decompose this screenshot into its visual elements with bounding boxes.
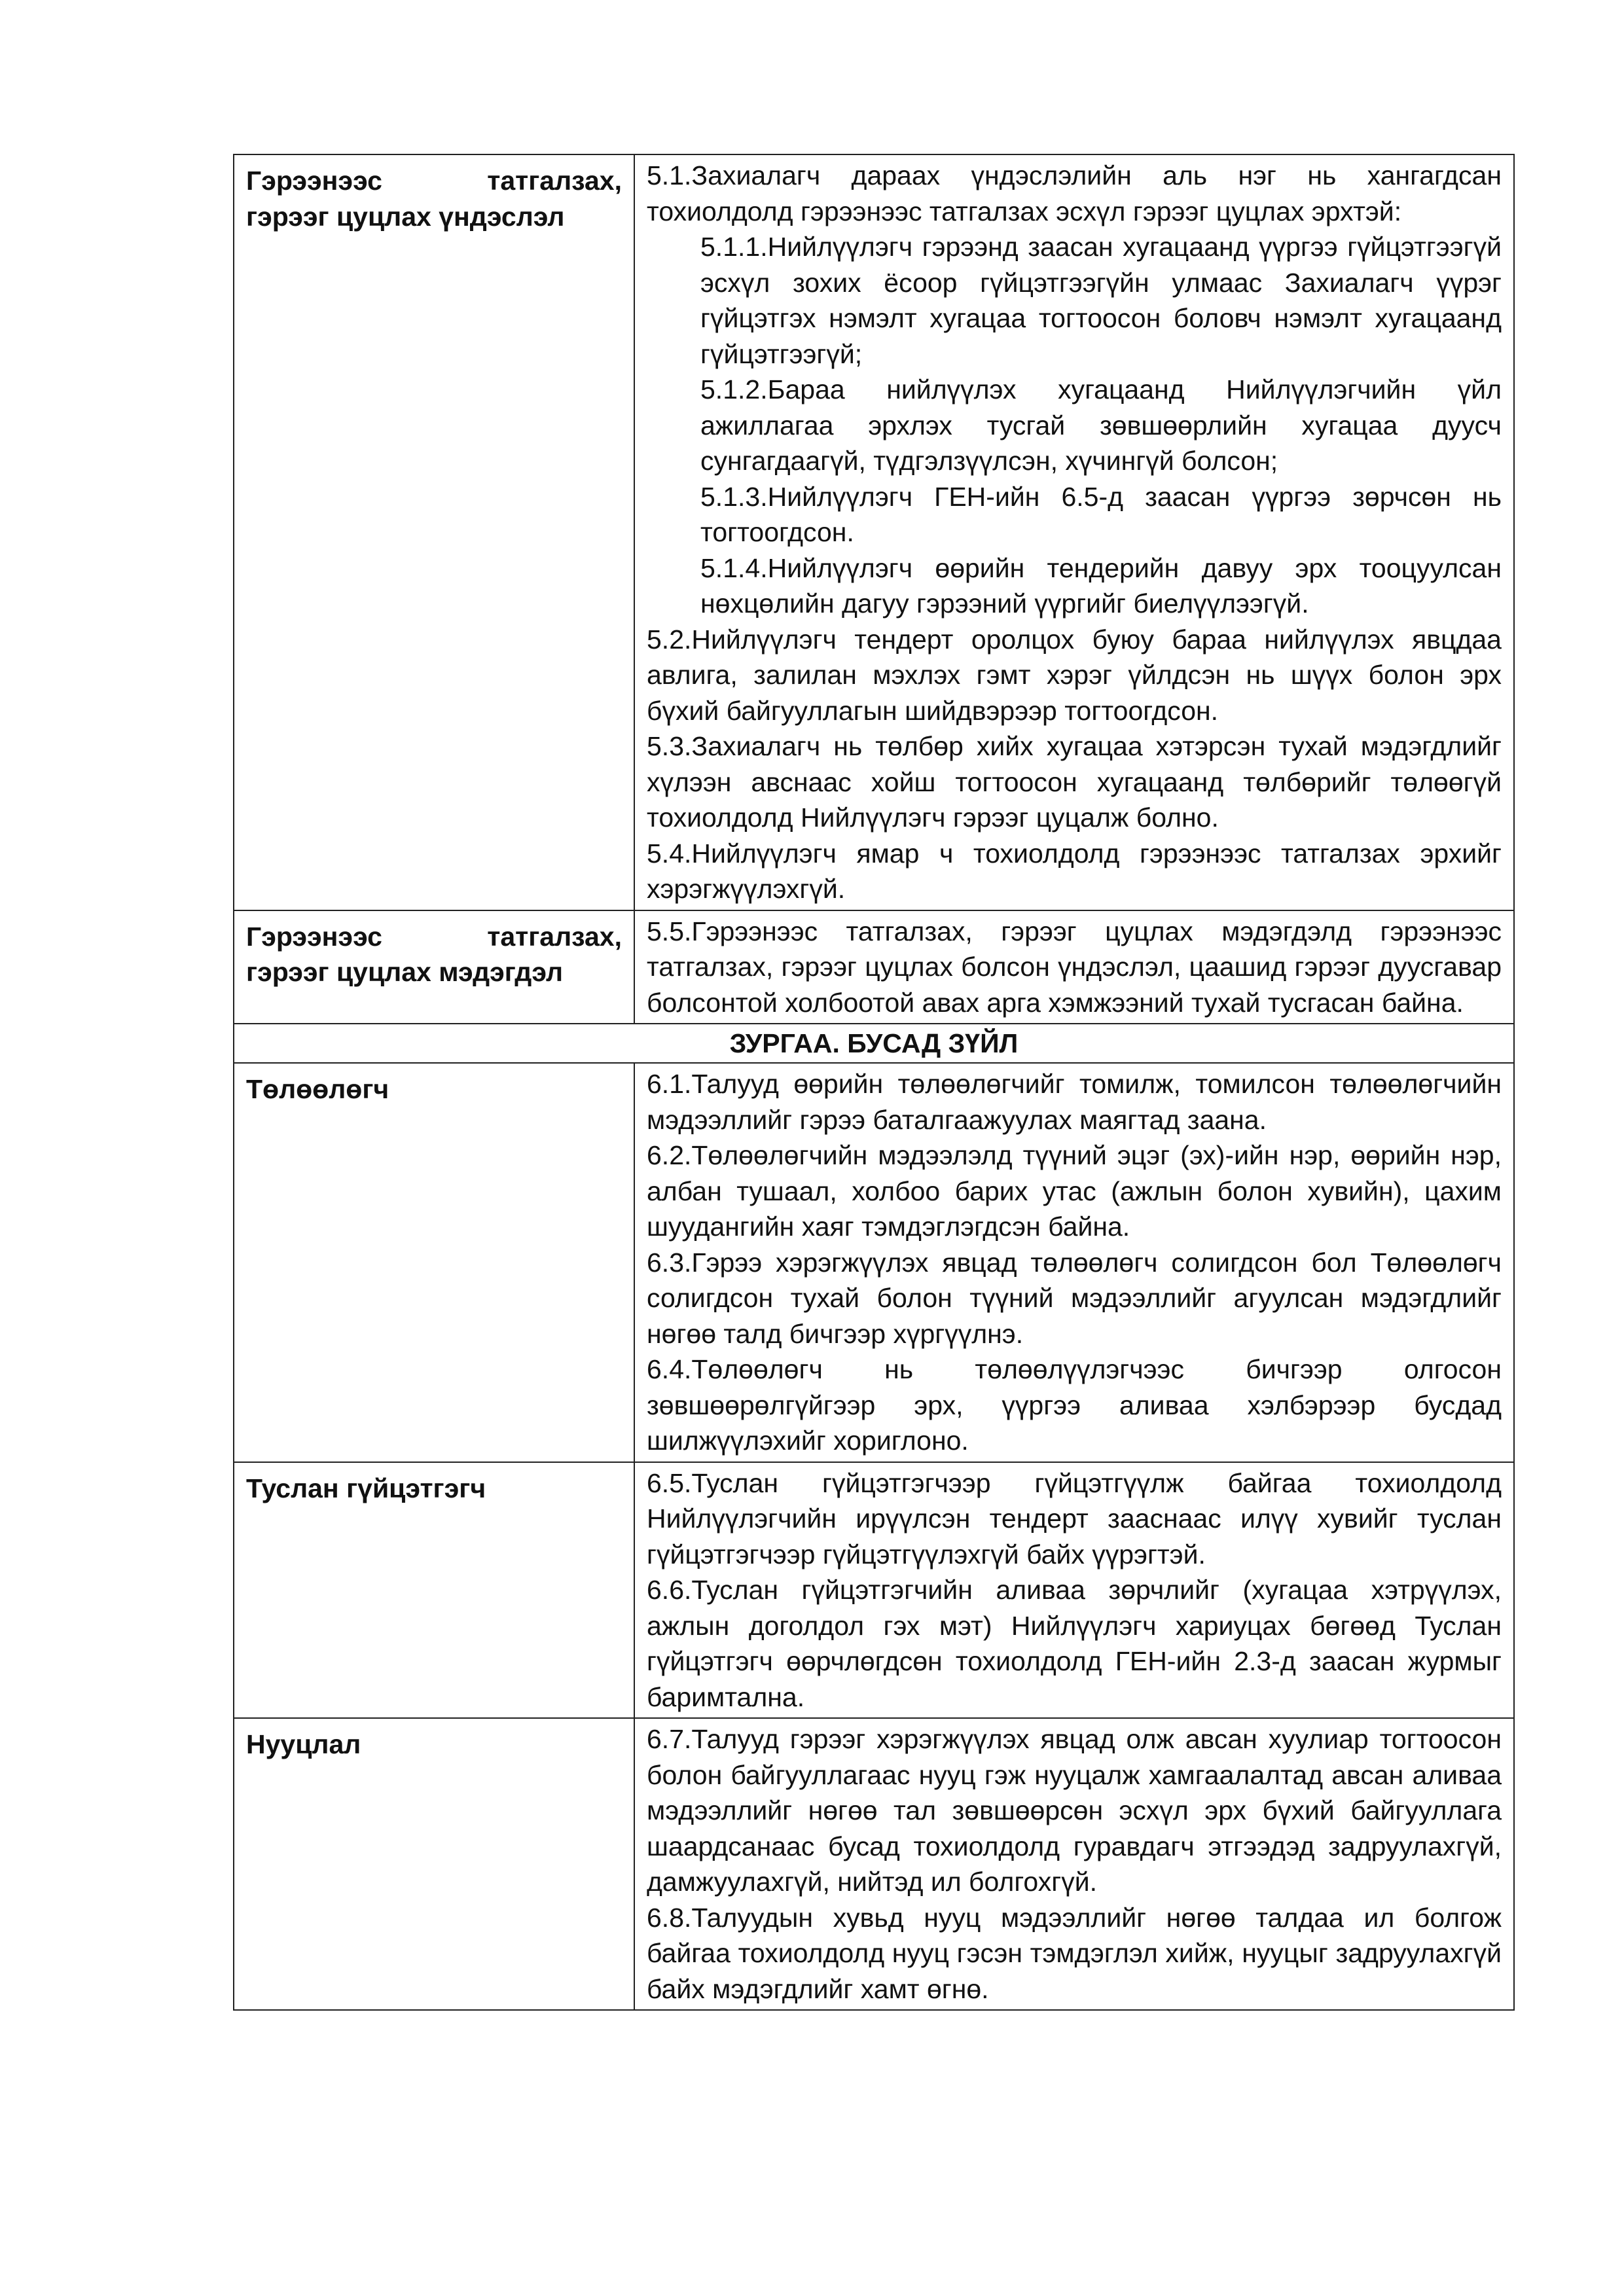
clause-6-6: 6.6.Туслан гүйцэтгэгчийн аливаа зөрчлийг (хугацаа хэтрүүлэх, ажлын доголдол гэх мэт) Нийлүүлэгч хариуцах бөгөөд Туслан гүйцэтгэгч өөрчлөгдсөн тохиолдолд ГЕН-ийн 2.3-д заасан журмыг баримтална. — [647, 1575, 1502, 1712]
row-content-confidentiality — [634, 1718, 1514, 2010]
row-label-termination-notice — [234, 910, 634, 1024]
clause-6-5: 6.5.Туслан гүйцэтгэгчээр гүйцэтгүүлж байгаа тохиолдолд Нийлүүлэгчийн ирүүлсэн тендерт зааснаас илүү хувийг туслан гүйцэтгэгчээр гүйцэтгүүлэхгүй байх үүрэгтэй. — [647, 1467, 1502, 1570]
label-line: гэрээг цуцлах мэдэгдэл — [246, 957, 563, 987]
clause-5-4: 5.4.Нийлүүлэгч ямар ч тохиолдолд гэрээнээс татгалзах эрхийг хэрэгжүүлэхгүй. — [647, 838, 1502, 904]
label-line: Нууцлал — [246, 1729, 361, 1759]
clause-5-2: 5.2.Нийлүүлэгч тендерт оролцох буюу бараа нийлүүлэх явцдаа авлига, залилан мэхлэх гэмт хэрэг үйлдсэн нь шүүх болон эрх бүхий байгууллагын шийдвэрээр тогтоогдсон. — [647, 624, 1502, 726]
table-row — [234, 910, 1514, 1024]
clause-6-3: 6.3.Гэрээ хэрэгжүүлэх явцад төлөөлөгч солигдсон бол Төлөөлөгч солигдсон тухай болон түүний мэдээллийг агуулсан мэдэгдлийг нөгөө талд бичгээр хүргүүлнэ. — [647, 1247, 1502, 1349]
table-row — [234, 1063, 1514, 1462]
row-label-confidentiality — [234, 1718, 634, 2010]
label-line: Гэрээнээс татгалзах, — [246, 166, 622, 196]
clause-6-1: 6.1.Талууд өөрийн төлөөлөгчийг томилж, томилсон төлөөлөгчийн мэдээллийг гэрээ баталгаажуулах маягтад заана. — [647, 1069, 1502, 1135]
row-label-subcontractor — [234, 1462, 634, 1719]
section-heading-row — [234, 1024, 1514, 1063]
section-heading: ЗУРГАА. БУСАД ЗҮЙЛ — [234, 1024, 1514, 1063]
clause-5-3: 5.3.Захиалагч нь төлбөр хийх хугацаа хэтэрсэн тухай мэдэгдлийг хүлээн авснаас хойш тогтоосон хугацаанд төлбөрийг төлөөгүй тохиолдолд Нийлүүлэгч гэрээг цуцалж болно. — [647, 731, 1502, 833]
clause-6-7: 6.7.Талууд гэрээг хэрэгжүүлэх явцад олж авсан хуулиар тогтоосон болон байгууллагаас нууц гэж нууцалж хамгаалалтад авсан аливаа мэдээллийг нөгөө тал зөвшөөрсөн эсхүл эрх бүхий байгууллага шаардсанаас бусад тохиолдолд гуравдагч этгээдэд задруулахгүй, дамжуулахгүй, нийтэд ил болгохгүй. — [647, 1724, 1502, 1897]
table-row — [234, 154, 1514, 910]
contract-terms-table — [233, 154, 1515, 2011]
clause-5-1: 5.1.Захиалагч дараах үндэслэлийн аль нэг нь хангагдсан тохиолдолд гэрээнээс татгалзах эсхүл гэрээг цуцлах эрхтэй: — [647, 160, 1502, 226]
row-content-representative — [634, 1063, 1514, 1462]
clause-5-1-1: 5.1.1.Нийлүүлэгч гэрээнд заасан хугацаанд үүргээ гүйцэтгээгүй эсхүл зохих ёсоор гүйцэтгээгүйн улмаас Захиалагч үүрэг гүйцэтгэх нэмэлт хугацаа тогтоосон боловч нэмэлт хугацаанд гүйцэтгээгүй; — [700, 232, 1502, 369]
table-row — [234, 1718, 1514, 2010]
row-label-termination-grounds — [234, 154, 634, 910]
label-line: Туслан гүйцэтгэгч — [246, 1473, 486, 1503]
clause-5-1-4: 5.1.4.Нийлүүлэгч өөрийн тендерийн давуу эрх тооцуулсан нөхцөлийн дагуу гэрээний үүргийг биелүүлээгүй. — [700, 552, 1502, 619]
clause-5-1-2: 5.1.2.Бараа нийлүүлэх хугацаанд Нийлүүлэгчийн үйл ажиллагаа эрхлэх тусгай зөвшөөрлийн хугацаа дуусч сунгагдаагүй, түдгэлзүүлсэн, хүчингүй болсон; — [700, 374, 1502, 476]
clause-5-5: 5.5.Гэрээнээс татгалзах, гэрээг цуцлах мэдэгдэлд гэрээнээс татгалзах, гэрээг цуцлах болсон үндэслэл, цаашид гэрээг дуусгавар болсонтой холбоотой авах арга хэмжээний тухай тусгасан байна. — [647, 916, 1502, 1018]
row-content-subcontractor — [634, 1462, 1514, 1719]
clause-5-1-3: 5.1.3.Нийлүүлэгч ГЕН-ийн 6.5-д заасан үүргээ зөрчсөн нь тогтоогдсон. — [700, 481, 1502, 547]
clause-6-2: 6.2.Төлөөлөгчийн мэдээлэлд түүний эцэг (эх)-ийн нэр, өөрийн нэр, албан тушаал, холбоо барих утас (ажлын болон хувийн), цахим шуудангийн хаяг тэмдэглэгдсэн байна. — [647, 1140, 1502, 1242]
row-label-representative — [234, 1063, 634, 1462]
row-content-termination-grounds — [634, 154, 1514, 910]
clause-6-8: 6.8.Талуудын хувьд нууц мэдээллийг нөгөө талдаа ил болгож байгаа тохиолдолд нууц гэсэн тэмдэглэл хийж, нууцыг задруулахгүй байх мэдэгдлийг хамт өгнө. — [647, 1902, 1502, 2004]
clause-6-4: 6.4.Төлөөлөгч нь төлөөлүүлэгчээс бичгээр олгосон зөвшөөрөлгүйгээр эрх, үүргээ аливаа хэлбэрээр бусдад шилжүүлэхийг хориглоно. — [647, 1354, 1502, 1456]
label-line: Гэрээнээс татгалзах, — [246, 921, 622, 952]
label-line: гэрээг цуцлах үндэслэл — [246, 201, 565, 232]
label-line: Төлөөлөгч — [246, 1074, 389, 1104]
row-content-termination-notice — [634, 910, 1514, 1024]
table-row — [234, 1462, 1514, 1719]
